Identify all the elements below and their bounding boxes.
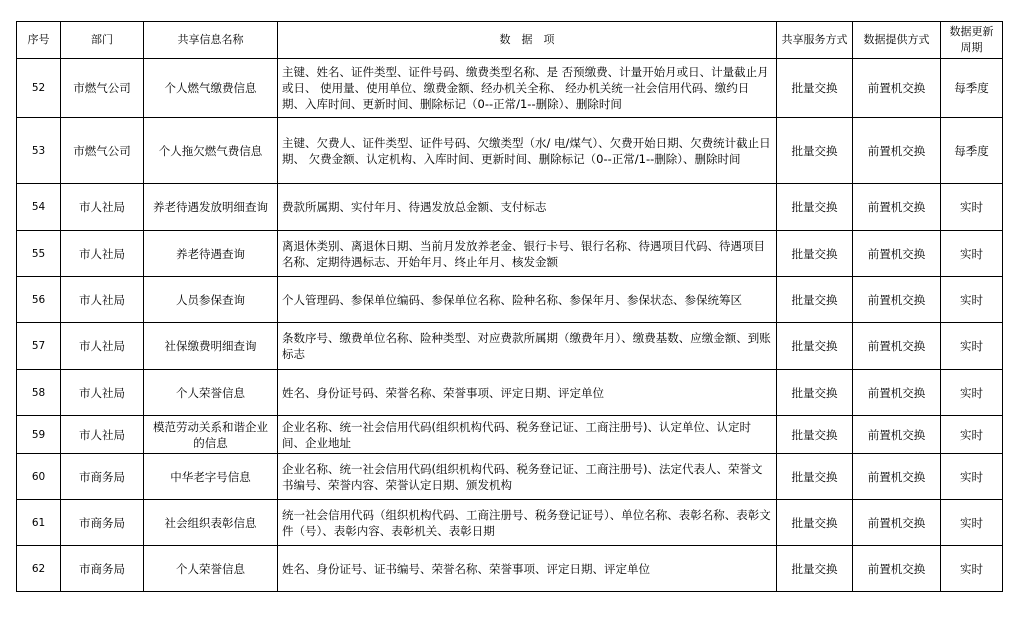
cell-name: 个人荣誉信息 xyxy=(144,370,278,416)
cell-provide: 前置机交换 xyxy=(853,416,941,454)
cell-service: 批量交换 xyxy=(777,454,853,500)
cell-cycle: 实时 xyxy=(941,184,1003,231)
cell-name: 社保缴费明细查询 xyxy=(144,323,278,370)
cell-service: 批量交换 xyxy=(777,231,853,277)
table-row xyxy=(17,184,1003,231)
cell-service: 批量交换 xyxy=(777,500,853,546)
header-dept: 部门 xyxy=(61,22,144,59)
cell-provide: 前置机交换 xyxy=(853,231,941,277)
cell-dept: 市商务局 xyxy=(61,546,144,592)
cell-provide: 前置机交换 xyxy=(853,454,941,500)
cell-cycle: 实时 xyxy=(941,231,1003,277)
cell-seq: 62 xyxy=(17,546,61,592)
cell-items: 主键、欠费人、证件类型、证件号码、欠缴类型（水/ 电/煤气）、欠费开始日期、欠费统计截止日期、 欠费金额、认定机构、入库时间、更新时间、删除标记（0--正常/1--删除）、删除时间 xyxy=(278,118,777,184)
cell-seq: 58 xyxy=(17,370,61,416)
header-cycle: 数据更新周期 xyxy=(941,22,1003,59)
table-row xyxy=(17,323,1003,370)
cell-items: 个人管理码、参保单位编码、参保单位名称、险种名称、参保年月、参保状态、参保统筹区 xyxy=(278,277,777,323)
cell-dept: 市人社局 xyxy=(61,277,144,323)
cell-provide: 前置机交换 xyxy=(853,277,941,323)
cell-service: 批量交换 xyxy=(777,370,853,416)
cell-dept: 市人社局 xyxy=(61,370,144,416)
cell-name: 养老待遇发放明细查询 xyxy=(144,184,278,231)
cell-cycle: 每季度 xyxy=(941,59,1003,118)
cell-provide: 前置机交换 xyxy=(853,370,941,416)
cell-items: 企业名称、统一社会信用代码(组织机构代码、税务登记证、工商注册号)、认定单位、认定时间、企业地址 xyxy=(278,416,777,454)
cell-service: 批量交换 xyxy=(777,546,853,592)
cell-dept: 市燃气公司 xyxy=(61,59,144,118)
cell-cycle: 实时 xyxy=(941,416,1003,454)
cell-provide: 前置机交换 xyxy=(853,323,941,370)
cell-items: 姓名、身份证号码、荣誉名称、荣誉事项、评定日期、评定单位 xyxy=(278,370,777,416)
cell-name: 中华老字号信息 xyxy=(144,454,278,500)
table-row xyxy=(17,454,1003,500)
cell-name: 社会组织表彰信息 xyxy=(144,500,278,546)
cell-cycle: 实时 xyxy=(941,500,1003,546)
cell-provide: 前置机交换 xyxy=(853,546,941,592)
cell-items: 主键、姓名、证件类型、证件号码、缴费类型名称、是 否预缴费、计量开始月或日、计量截止月或日、 使用量、使用单位、缴费金额、经办机关全称、 经办机关统一社会信用代码、缴约日期、入库时间、更新时间、删除标记（0--正常/1--删除）、删除时间 xyxy=(278,59,777,118)
cell-dept: 市人社局 xyxy=(61,184,144,231)
table-row xyxy=(17,59,1003,118)
cell-seq: 59 xyxy=(17,416,61,454)
cell-seq: 61 xyxy=(17,500,61,546)
cell-seq: 54 xyxy=(17,184,61,231)
cell-cycle: 每季度 xyxy=(941,118,1003,184)
cell-cycle: 实时 xyxy=(941,277,1003,323)
cell-items: 企业名称、统一社会信用代码(组织机构代码、税务登记证、工商注册号)、法定代表人、荣誉文书编号、荣誉内容、荣誉认定日期、颁发机构 xyxy=(278,454,777,500)
cell-provide: 前置机交换 xyxy=(853,118,941,184)
table-row xyxy=(17,370,1003,416)
table-row xyxy=(17,277,1003,323)
cell-service: 批量交换 xyxy=(777,416,853,454)
cell-cycle: 实时 xyxy=(941,323,1003,370)
cell-items: 统一社会信用代码（组织机构代码、工商注册号、税务登记证号）、单位名称、表彰名称、表彰文件（号）、表彰内容、表彰机关、表彰日期 xyxy=(278,500,777,546)
header-service: 共享服务方式 xyxy=(777,22,853,59)
cell-items: 费款所属期、实付年月、待遇发放总金额、支付标志 xyxy=(278,184,777,231)
cell-service: 批量交换 xyxy=(777,277,853,323)
table-row xyxy=(17,416,1003,454)
header-seq: 序号 xyxy=(17,22,61,59)
cell-provide: 前置机交换 xyxy=(853,59,941,118)
cell-name: 养老待遇查询 xyxy=(144,231,278,277)
header-provide: 数据提供方式 xyxy=(853,22,941,59)
table-row xyxy=(17,500,1003,546)
cell-items: 条数序号、缴费单位名称、险种类型、对应费款所属期（缴费年月）、缴费基数、应缴金额、到账标志 xyxy=(278,323,777,370)
cell-seq: 53 xyxy=(17,118,61,184)
header-items: 数 据 项 xyxy=(278,22,777,59)
cell-dept: 市人社局 xyxy=(61,416,144,454)
header-row xyxy=(17,22,1003,59)
cell-seq: 60 xyxy=(17,454,61,500)
cell-seq: 52 xyxy=(17,59,61,118)
cell-service: 批量交换 xyxy=(777,323,853,370)
cell-service: 批量交换 xyxy=(777,59,853,118)
cell-seq: 56 xyxy=(17,277,61,323)
table-row xyxy=(17,118,1003,184)
cell-items: 姓名、身份证号、证书编号、荣誉名称、荣誉事项、评定日期、评定单位 xyxy=(278,546,777,592)
cell-dept: 市燃气公司 xyxy=(61,118,144,184)
cell-dept: 市人社局 xyxy=(61,231,144,277)
cell-cycle: 实时 xyxy=(941,546,1003,592)
cell-name: 个人荣誉信息 xyxy=(144,546,278,592)
cell-seq: 57 xyxy=(17,323,61,370)
cell-cycle: 实时 xyxy=(941,454,1003,500)
cell-service: 批量交换 xyxy=(777,118,853,184)
cell-cycle: 实时 xyxy=(941,370,1003,416)
cell-provide: 前置机交换 xyxy=(853,500,941,546)
data-sharing-table xyxy=(16,21,1003,592)
cell-service: 批量交换 xyxy=(777,184,853,231)
cell-name: 个人拖欠燃气费信息 xyxy=(144,118,278,184)
cell-items: 离退休类别、离退休日期、当前月发放养老金、银行卡号、银行名称、待遇项目代码、待遇项目名称、定期待遇标志、开始年月、终止年月、核发金额 xyxy=(278,231,777,277)
cell-seq: 55 xyxy=(17,231,61,277)
cell-name: 个人燃气缴费信息 xyxy=(144,59,278,118)
header-name: 共享信息名称 xyxy=(144,22,278,59)
table-row xyxy=(17,231,1003,277)
cell-name: 人员参保查询 xyxy=(144,277,278,323)
table-row xyxy=(17,546,1003,592)
cell-dept: 市人社局 xyxy=(61,323,144,370)
cell-dept: 市商务局 xyxy=(61,454,144,500)
cell-provide: 前置机交换 xyxy=(853,184,941,231)
cell-dept: 市商务局 xyxy=(61,500,144,546)
cell-name: 模范劳动关系和谐企业的信息 xyxy=(144,416,278,454)
